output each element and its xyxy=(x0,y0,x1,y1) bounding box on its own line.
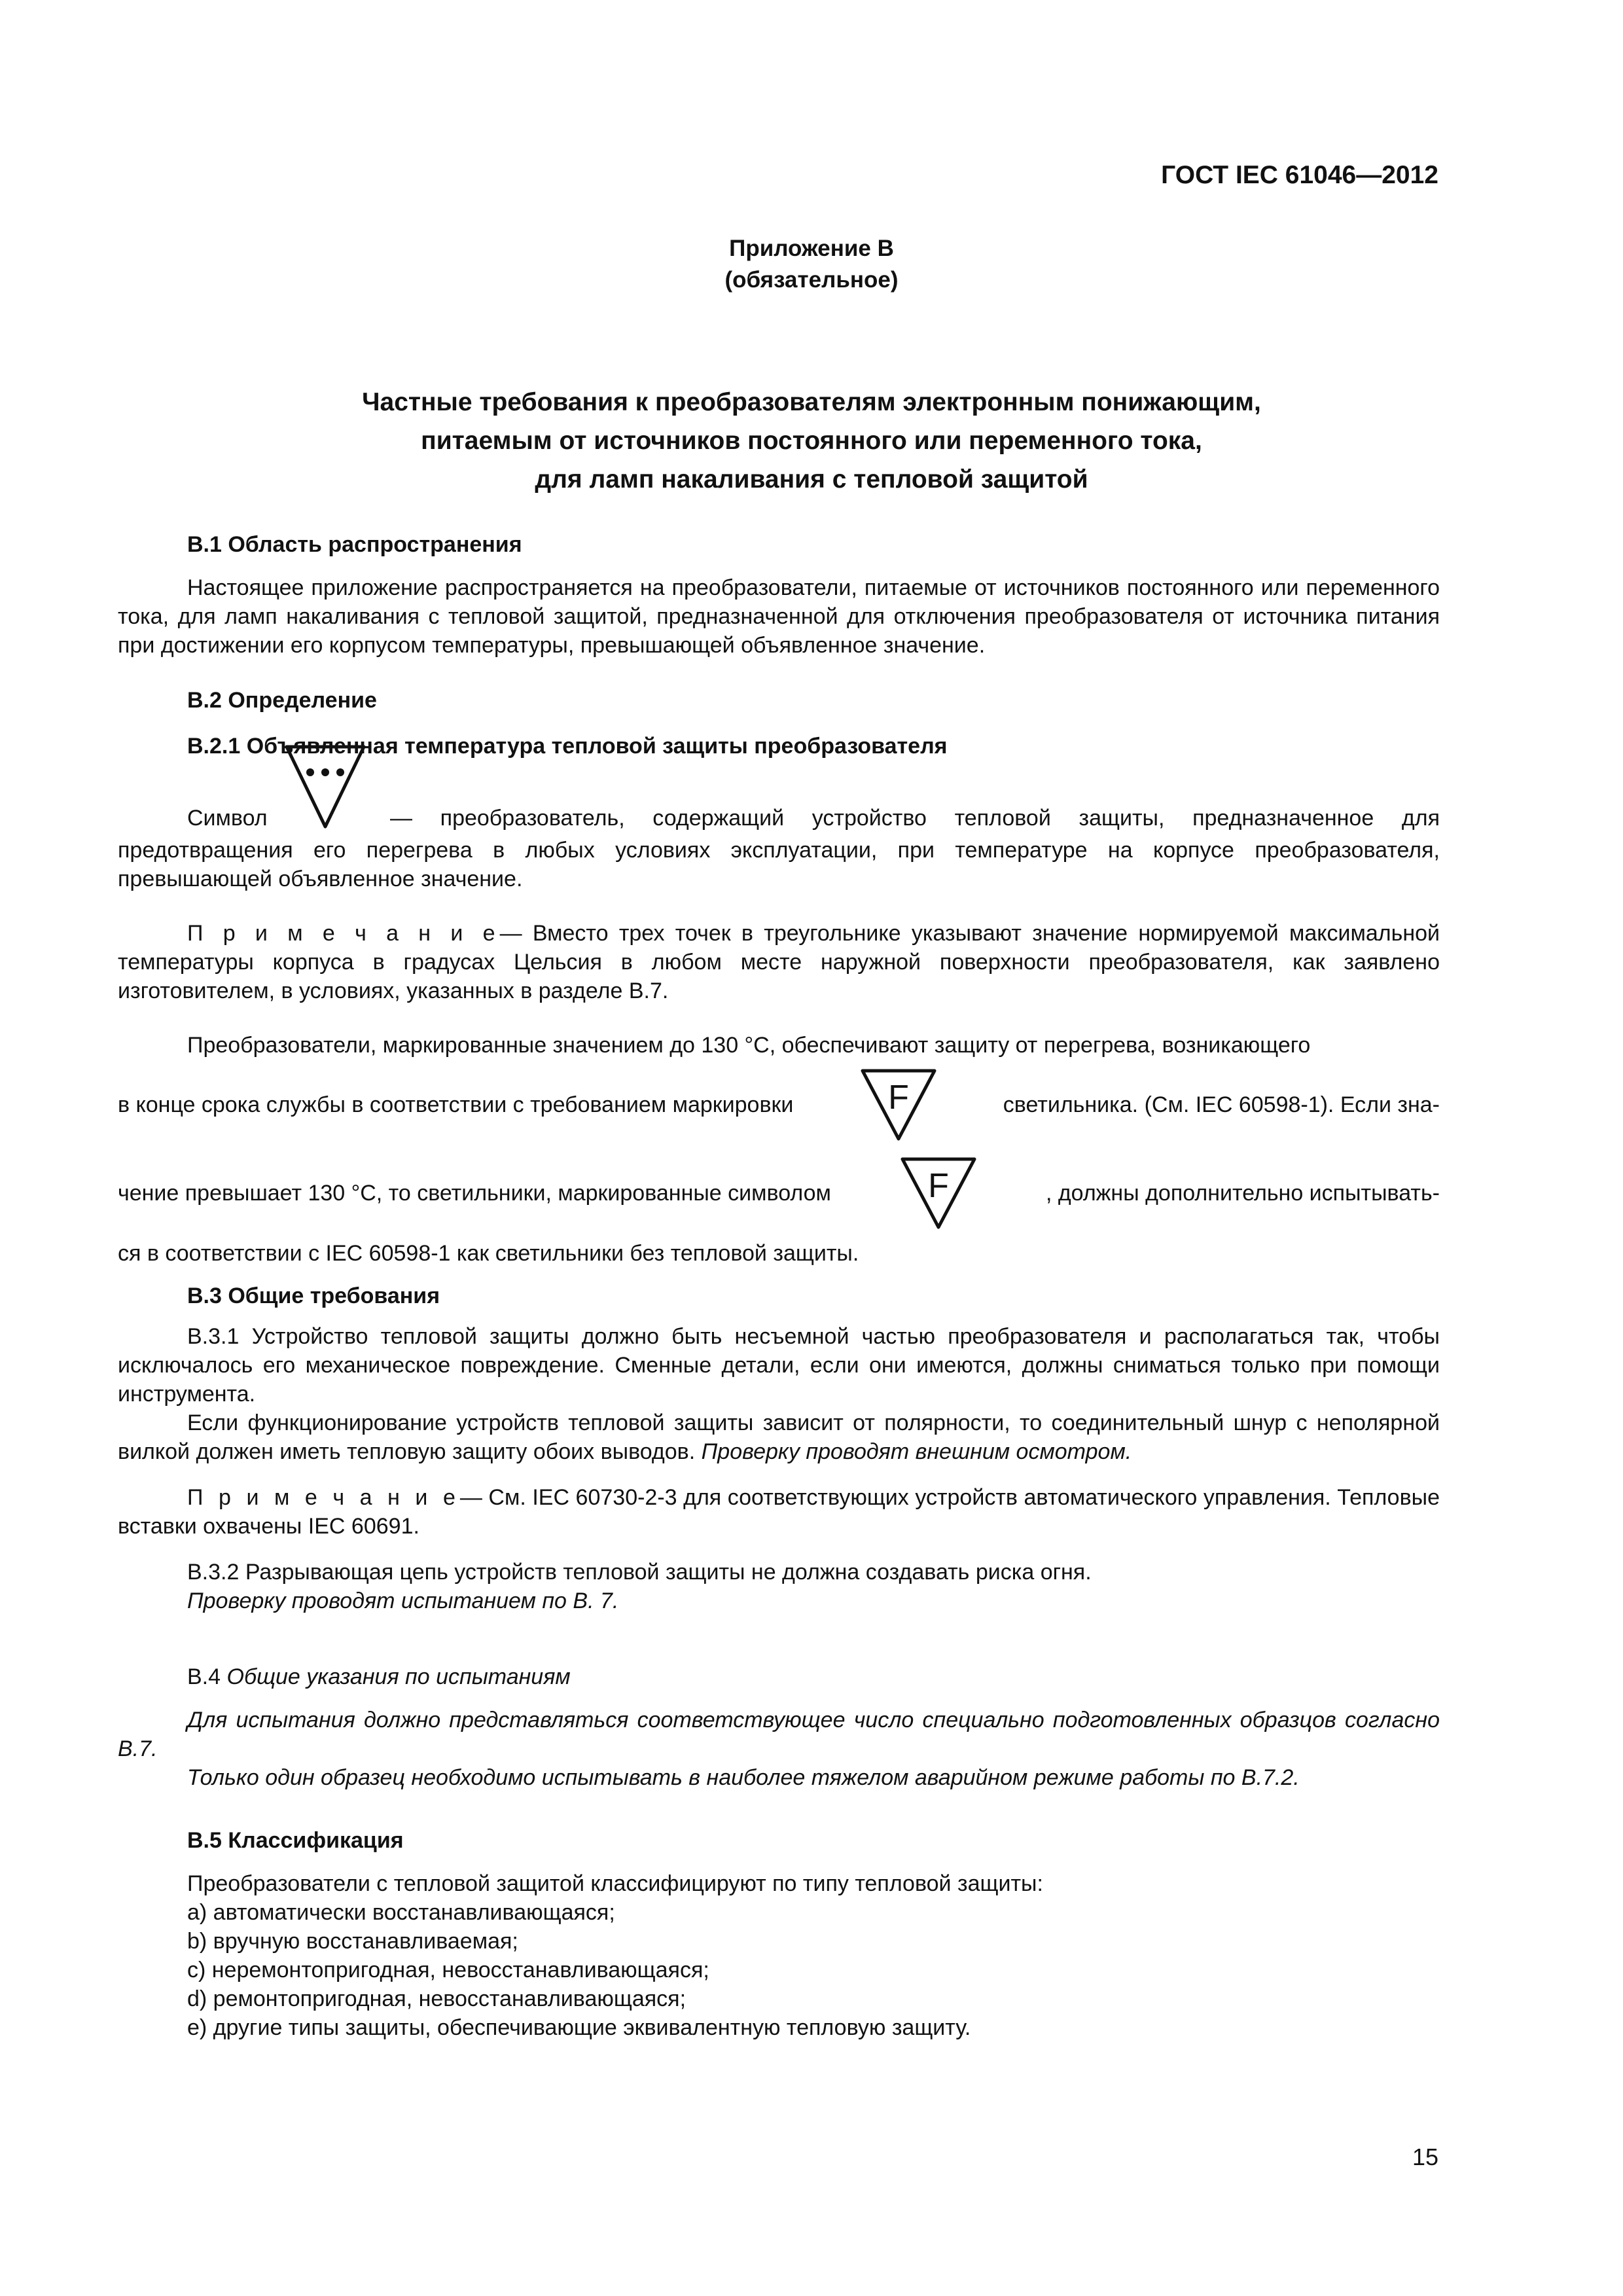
section-b3-heading: В.3 Общие требования xyxy=(187,1283,440,1308)
f-triangle-symbol-2 xyxy=(900,1157,977,1230)
document-title-line-3: для ламп накаливания с тепловой защитой xyxy=(535,465,1088,493)
annex-title: Приложение В xyxy=(729,236,894,261)
section-b32-check: Проверку проводят испытанием по В. 7. xyxy=(187,1588,619,1613)
section-b4-heading: Общие указания по испытаниям xyxy=(226,1664,571,1689)
note-b3-text: — См. IEC 60730-2-3 для соответствующих устройств автоматического управления. Тепловые вставки охвачены IEC 60691. xyxy=(118,1485,1440,1539)
classification-item: d) ремонтопригодная, невосстанавливающаяся; xyxy=(187,1986,687,2011)
classification-item: e) другие типы защиты, обеспечивающие эквивалентную тепловую защиту. xyxy=(187,2015,971,2040)
section-b4-text-1: Для испытания должно представляться соответствующее число специально подготовленных образцов согласно В.7. xyxy=(118,1708,1440,1761)
protection-paragraph-line-2 xyxy=(118,1060,1440,1149)
section-b5-intro: Преобразователи с тепловой защитой классифицируют по типу тепловой защиты: xyxy=(187,1871,1043,1896)
page-number: 15 xyxy=(1412,2144,1438,2170)
classification-item: b) вручную восстанавливаемая; xyxy=(187,1929,518,1954)
standard-designation: ГОСТ IEC 61046—2012 xyxy=(1161,161,1438,189)
section-b32-text: В.3.2 Разрывающая цепь устройств тепловой защиты не должна создавать риска огня. xyxy=(187,1560,1092,1585)
section-b5-heading: В.5 Классификация xyxy=(187,1828,404,1853)
section-b1-text: Настоящее приложение распространяется на преобразователи, питаемые от источников постоянного или переменного тока, для ламп накаливания с тепловой защитой, предназначенной для отключения преобразователя от источника питания при достижении его корпусом температуры, превышающей объявленное значение. xyxy=(118,575,1440,658)
classification-item: c) неремонтопригодная, невосстанавливающаяся; xyxy=(187,1958,709,1982)
protection-text-left: в конце срока службы в соответствии с требованием маркировки xyxy=(118,1092,794,1117)
note-b3 xyxy=(118,1483,1440,1541)
f-triangle-symbol xyxy=(860,1068,937,1141)
symbol-description-continued: предотвращения его перегрева в любых условиях эксплуатации, при температуре на корпусе преобразователя, превышающей объявленное значение. xyxy=(118,838,1440,891)
svg-text:F: F xyxy=(928,1166,949,1205)
polarity-text: Если функционирование устройств тепловой защиты зависит от полярности, то соединительный шнур с неполярной вилкой должен иметь тепловую защиту обоих выводов. xyxy=(118,1410,1440,1464)
rated-temperature-triangle-symbol xyxy=(283,743,368,831)
symbol-description-line: — преобразователь, содержащий устройство тепловой защиты, предназначенное для xyxy=(390,806,1440,831)
section-b31-text: В.3.1 Устройство тепловой защиты должно быть несъемной частью преобразователя и располагаться так, чтобы исключалось его механическое повреждение. Сменные детали, если они имеются, должны сниматься только при помощи инструмента. xyxy=(118,1324,1440,1407)
section-b21-heading: В.2.1 Объявленная температура тепловой защиты преобразователя xyxy=(187,734,948,759)
protection-text-left-2: чение превышает 130 °С, то светильники, маркированные символом xyxy=(118,1180,831,1206)
note-label: П р и м е ч а н и е xyxy=(187,921,500,946)
protection-paragraph-line-3 xyxy=(118,1149,1440,1237)
document-title-line-1: Частные требования к преобразователям электронным понижающим, xyxy=(362,388,1261,416)
section-b4-number: В.4 xyxy=(187,1664,221,1689)
polarity-paragraph xyxy=(118,1408,1440,1466)
section-b1-heading: В.1 Область распространения xyxy=(187,532,522,557)
section-b4-text-2: Только один образец необходимо испытывать в наиболее тяжелом аварийном режиме работы по В.7.2. xyxy=(187,1765,1300,1790)
annex-status: (обязательное) xyxy=(724,267,899,293)
document-title-line-2: питаемым от источников постоянного или переменного тока, xyxy=(421,427,1202,455)
svg-text:F: F xyxy=(887,1078,909,1117)
section-b2-heading: В.2 Определение xyxy=(187,688,377,713)
section-b4-heading-line xyxy=(118,1662,1440,1691)
polarity-check: Проверку проводят внешним осмотром. xyxy=(701,1439,1132,1464)
protection-paragraph-line-1: Преобразователи, маркированные значением до 130 °С, обеспечивают защиту от перегрева, возникающего xyxy=(187,1033,1311,1058)
protection-text-right: светильника. (См. IEC 60598-1). Если зна- xyxy=(1003,1092,1440,1117)
section-b5 xyxy=(118,1826,1440,2042)
classification-item: a) автоматически восстанавливающаяся; xyxy=(187,1900,615,1925)
section-b3 xyxy=(118,1282,1440,1615)
protection-text-right-2: , должны дополнительно испытывать- xyxy=(1045,1180,1440,1206)
note-b21 xyxy=(118,919,1440,1005)
note-b3-label: П р и м е ч а н и е xyxy=(187,1485,460,1510)
section-b4 xyxy=(118,1662,1440,1792)
protection-paragraph-line-4: ся в соответствии с IEC 60598-1 как светильники без тепловой защиты. xyxy=(118,1241,859,1266)
symbol-word: Символ xyxy=(187,806,268,831)
section-b1 xyxy=(118,530,1440,660)
note-text: — Вместо трех точек в треугольнике указывают значение нормируемой максимальной температуры корпуса в градусах Цельсия в любом месте наружной поверхности преобразователя, как заявлено изготовителем, в условиях, указанных в разделе В.7. xyxy=(118,921,1440,1003)
